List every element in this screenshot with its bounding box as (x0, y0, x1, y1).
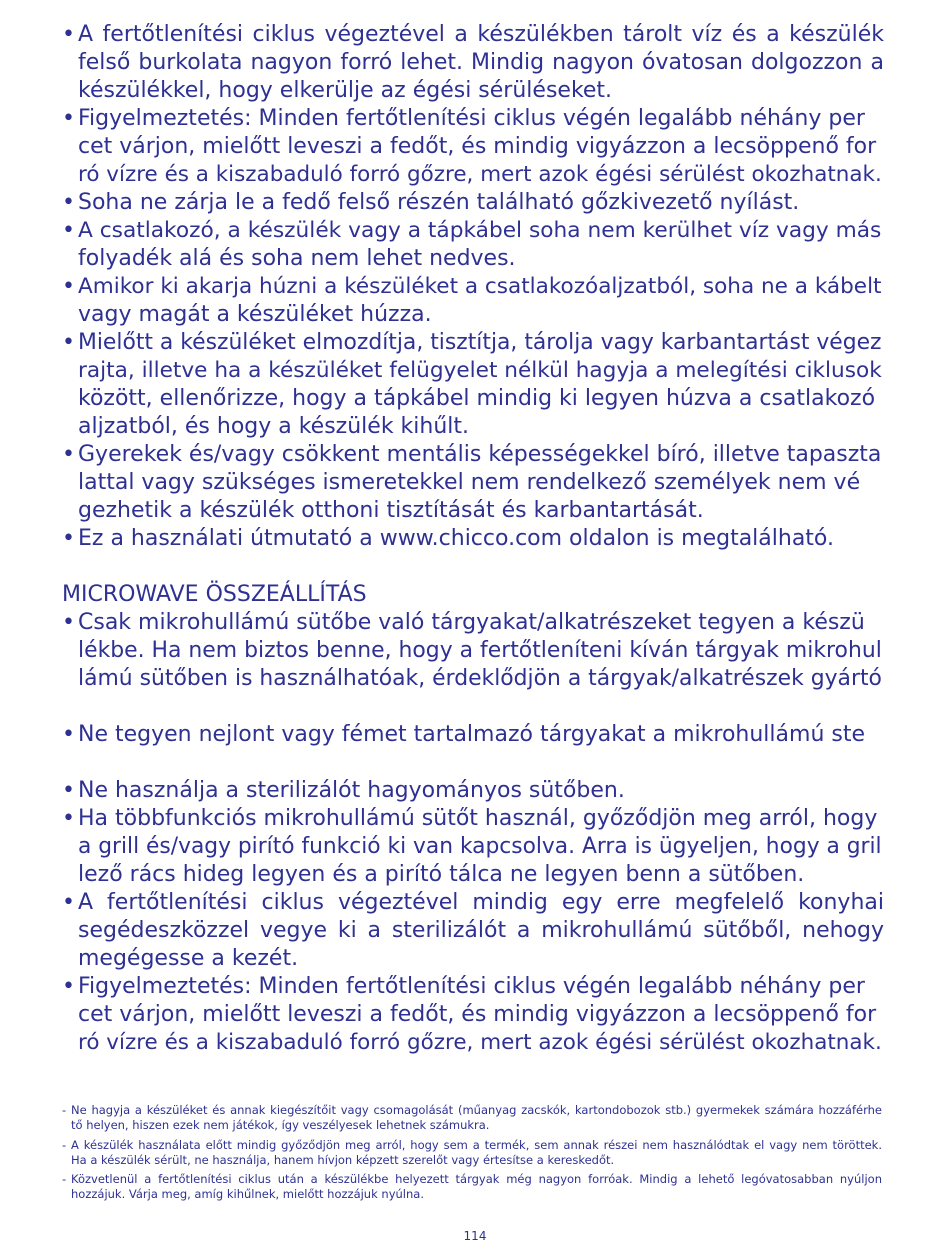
footnote-dash: - (62, 1172, 67, 1186)
bullet: • (62, 778, 75, 803)
page-number: 114 (463, 1229, 487, 1243)
list-item (62, 721, 884, 749)
text-line: ró vízre és a kiszabaduló forró gőzre, mert azok égési sérülést okozhatnak. (78, 1030, 882, 1055)
list-item (62, 217, 884, 273)
text-line: Ez a használati útmutató a www.chicco.com oldalon is megtalálható. (78, 526, 835, 551)
text-line: segédeszközzel vegye ki a sterilizálót a mikrohullámú sütőből, nehogy (78, 918, 884, 943)
footnote-dash: - (62, 1138, 67, 1152)
text-line: A készülék használata előtt mindig győződjön meg arról, hogy sem a termék, sem annak részei nem használódtak el vagy nem töröttek. (71, 1138, 882, 1152)
bullet: • (62, 722, 75, 747)
text-line: Ne tegyen nejlont vagy fémet tartalmazó tárgyakat a mikrohullámú ste (78, 722, 866, 747)
text-line: folyadék alá és soha nem lehet nedves. (78, 246, 516, 271)
bullet: • (62, 806, 75, 831)
text-line: Ha a készülék sérült, ne használja, hanem hívjon képzett szerelőt vagy értesítse a kereskedőt. (71, 1153, 615, 1167)
footnote (62, 1103, 882, 1133)
bullet: • (62, 22, 75, 47)
bullet: • (62, 526, 75, 551)
list-item (62, 973, 884, 1057)
text-line: Közvetlenül a fertőtlenítési ciklus után a készülékbe helyezett tárgyak még nagyon forróak. Mindig a lehető legóvatosabban nyúljon (71, 1172, 882, 1186)
text-line: tő helyen, hiszen ezek nem játékok, így veszélyesek lehetnek számukra. (71, 1118, 490, 1132)
bullet: • (62, 274, 75, 299)
list-item (62, 273, 884, 329)
text-line: vagy magát a készüléket húzza. (78, 302, 432, 327)
text-line: Gyerekek és/vagy csökkent mentális képességekkel bíró, illetve tapaszta (78, 442, 882, 467)
list-item (62, 805, 884, 889)
text-line: rajta, illetve ha a készüléket felügyelet nélkül hagyja a melegítési ciklusok (78, 358, 882, 383)
text-line: cet várjon, mielőtt leveszi a fedőt, és mindig vigyázzon a lecsöppenő for (78, 134, 877, 159)
list-item (62, 189, 884, 217)
text-line: gezhetik a készülék otthoni tisztítását és karbantartását. (78, 498, 704, 523)
text-line: Ne használja a sterilizálót hagyományos sütőben. (78, 778, 625, 803)
footnote (62, 1172, 882, 1202)
list-item (62, 889, 884, 973)
text-line: Csak mikrohullámú sütőbe való tárgyakat/alkatrészeket tegyen a készü (78, 610, 865, 635)
text-line: A fertőtlenítési ciklus végeztével a készülékben tárolt víz és a készülék (78, 22, 884, 47)
list-item (62, 777, 884, 805)
bullet: • (62, 442, 75, 467)
bullet: • (62, 218, 75, 243)
text-line: között, ellenőrizze, hogy a tápkábel mindig ki legyen húzva a csatlakozó (78, 386, 876, 411)
text-line: Ne hagyja a készüléket és annak kiegészítőit vagy csomagolását (műanyag zacskók, kartondobozok stb.) gyermekek számára hozzáférhe (71, 1103, 882, 1117)
text-line: Amikor ki akarja húzni a készüléket a csatlakozóaljzatból, soha ne a kábelt (78, 274, 882, 299)
text-line: Mielőtt a készüléket elmozdítja, tisztítja, tárolja vagy karbantartást végez (78, 330, 882, 355)
text-line: Figyelmeztetés: Minden fertőtlenítési ciklus végén legalább néhány per (78, 106, 865, 131)
bullet: • (62, 330, 75, 355)
footnote (62, 1138, 882, 1168)
bullet: • (62, 610, 75, 635)
section-heading: MICROWAVE ÖSSZEÁLLÍTÁS (62, 582, 367, 607)
text-line: Soha ne zárja le a fedő felső részén található gőzkivezető nyílást. (78, 190, 800, 215)
text-line: megégesse a kezét. (78, 946, 299, 971)
text-line: hozzájuk. Várja meg, amíg kihűlnek, mielőtt hozzájuk nyúlna. (71, 1187, 424, 1201)
bullet: • (62, 190, 75, 215)
bullet: • (62, 106, 75, 131)
text-line: a grill és/vagy pirító funkció ki van kapcsolva. Arra is ügyeljen, hogy a gril (78, 834, 882, 859)
list-item (62, 105, 884, 189)
list-item (62, 525, 884, 553)
list-item (62, 21, 884, 105)
bullet: • (62, 890, 75, 915)
list-item (62, 609, 884, 693)
list-item (62, 441, 884, 525)
text-line: lékbe. Ha nem biztos benne, hogy a fertőtleníteni kíván tárgyak mikrohul (78, 638, 882, 663)
text-line: ró vízre és a kiszabaduló forró gőzre, mert azok égési sérülést okozhatnak. (78, 162, 882, 187)
text-line: készülékkel, hogy elkerülje az égési sérüléseket. (78, 78, 613, 103)
text-line: Figyelmeztetés: Minden fertőtlenítési ciklus végén legalább néhány per (78, 974, 865, 999)
text-line: lattal vagy szükséges ismeretekkel nem rendelkező személyek nem vé (78, 470, 861, 495)
text-line: A fertőtlenítési ciklus végeztével mindig egy erre megfelelő konyhai (78, 890, 884, 915)
text-line: lező rács hideg legyen és a pirító tálca ne legyen benn a sütőben. (78, 862, 805, 887)
list-item (62, 329, 884, 441)
text-line: Ha többfunkciós mikrohullámú sütőt használ, győződjön meg arról, hogy (78, 806, 878, 831)
text-line: A csatlakozó, a készülék vagy a tápkábel soha nem kerülhet víz vagy más (78, 218, 882, 243)
text-line: cet várjon, mielőtt leveszi a fedőt, és mindig vigyázzon a lecsöppenő for (78, 1002, 877, 1027)
text-line: felső burkolata nagyon forró lehet. Mindig nagyon óvatosan dolgozzon a (78, 50, 884, 75)
text-line: aljzatból, és hogy a készülék kihűlt. (78, 414, 470, 439)
bullet: • (62, 974, 75, 999)
footnote-dash: - (62, 1103, 67, 1117)
text-line: lámú sütőben is használhatóak, érdeklődjön a tárgyak/alkatrészek gyártó (78, 666, 882, 691)
